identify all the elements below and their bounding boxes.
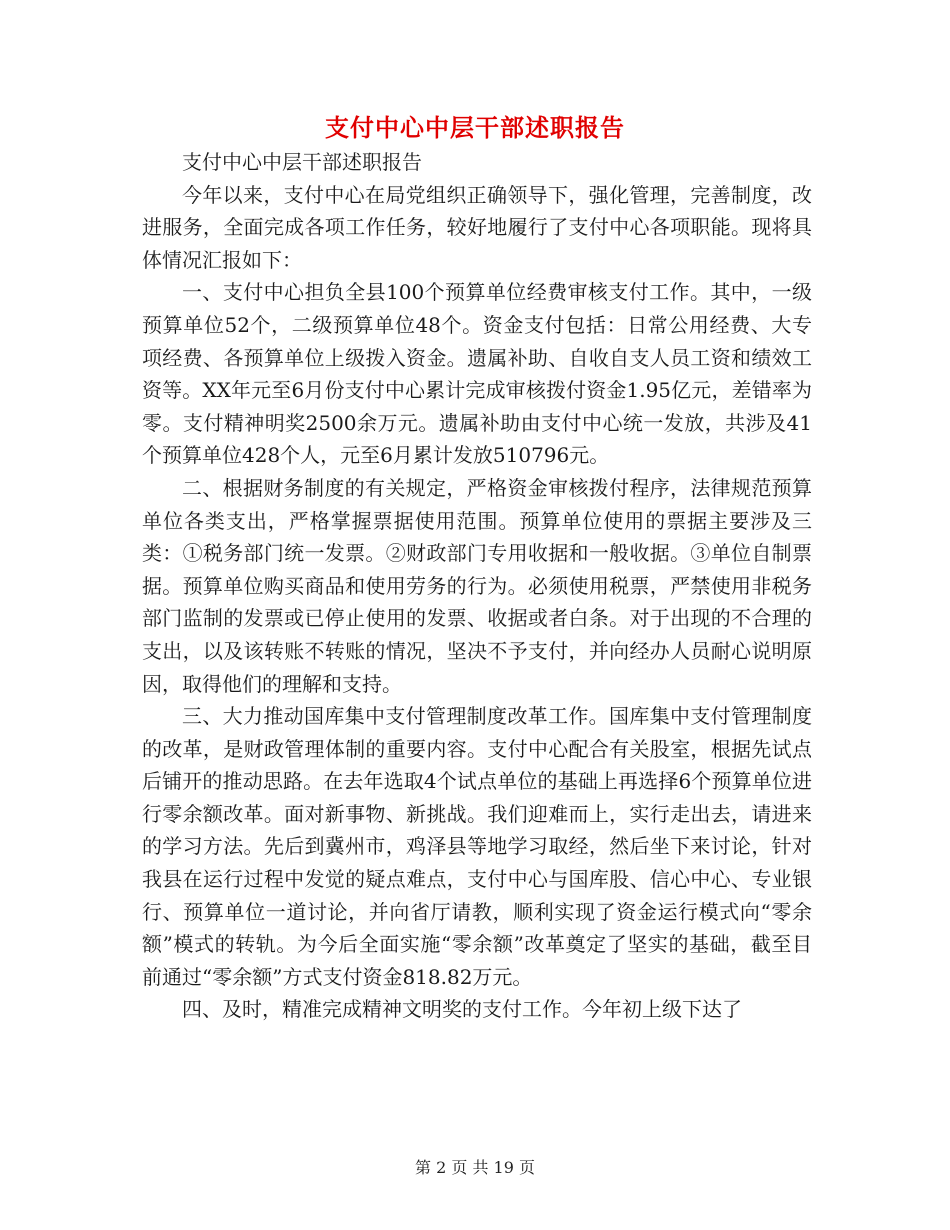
paragraph-section-4: 四、及时，精准完成精神文明奖的支付工作。今年初上级下达了: [182, 997, 742, 1022]
paragraph-intro: 今年以来，支付中心在局党组织正确领导下，强化管理，完善制度，改进服务，全面完成各项工作任务，较好地履行了支付中心各项职能。现将具体情况汇报如下：: [142, 182, 812, 272]
paragraph-section-3: 三、大力推动国库集中支付管理制度改革工作。国库集中支付管理制度的改革，是财政管理体制的重要内容。支付中心配合有关股室，根据先试点后铺开的推动思路。在去年选取4个试点单位的基础上再选择6个预算单位进行零余额改革。面对新事物、新挑战。我们迎难而上，实行走出去，请进来的学习方法。先后到冀州市，鸡泽县等地学习取经，然后坐下来讨论，针对我县在运行过程中发觉的疑点难点，支付中心与国库股、信心中心、专业银行、预算单位一道讨论，并向省厅请教，顺利实现了资金运行模式向“零余额”模式的转轨。为今后全面实施“零余额”改革奠定了坚实的基础，截至目前通过“零余额”方式支付资金818.82万元。: [142, 704, 812, 989]
paragraph-heading: 支付中心中层干部述职报告: [182, 150, 422, 174]
paragraph-section-1: 一、支付中心担负全县100个预算单位经费审核支付工作。其中，一级预算单位52个，二级预算单位48个。资金支付包括：日常公用经费、大专项经费、各预算单位上级拨入资金。遗属补助、自收自支人员工资和绩效工资等。XX年元至6月份支付中心累计完成审核拨付资金1.95亿元，差错率为零。支付精神明奖2500余万元。遗属补助由支付中心统一发放，共涉及41个预算单位428个人，元至6月累计发放510796元。: [142, 280, 812, 468]
page-footer: 第 2 页 共 19 页: [415, 1158, 535, 1177]
document-title: 支付中心中层干部述职报告: [325, 113, 625, 142]
document-body: [142, 146, 812, 1026]
paragraph-section-2: 二、根据财务制度的有关规定，严格资金审核拨付程序，法律规范预算单位各类支出，严格掌握票据使用范围。预算单位使用的票据主要涉及三类：①税务部门统一发票。②财政部门专用收据和一般收据。③单位自制票据。预算单位购买商品和使用劳务的行为。必须使用税票，严禁使用非税务部门监制的发票或已停止使用的发票、收据或者白条。对于出现的不合理的支出，以及该转账不转账的情况，坚决不予支付，并向经办人员耐心说明原因，取得他们的理解和支持。: [142, 475, 812, 696]
